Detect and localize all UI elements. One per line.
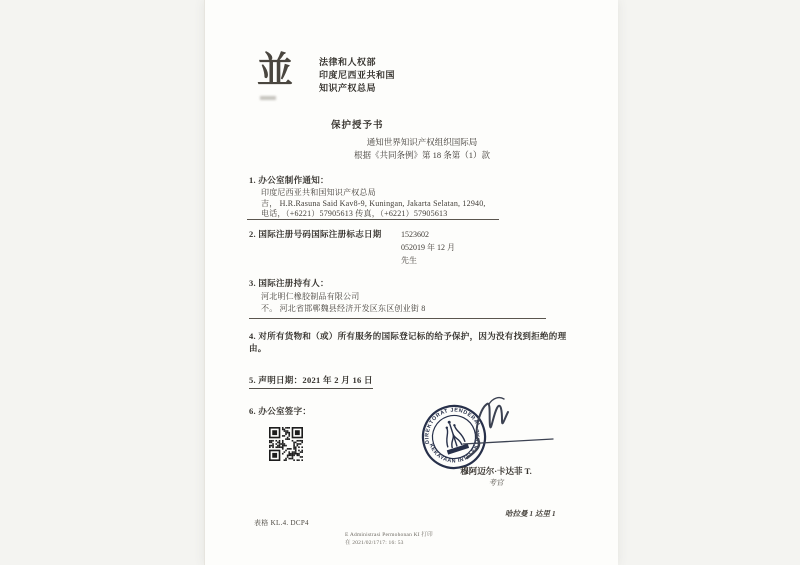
item6-heading: 6. 办公室签字： bbox=[249, 406, 312, 416]
holder-address: 不。 河北省邯郸魏县经济开发区东区创业街 8 bbox=[261, 303, 426, 313]
signer-role: 考官 bbox=[488, 478, 504, 487]
handwritten-signature bbox=[463, 398, 553, 458]
printed-at-line: 在 2021/02/1717: 16: 53 bbox=[345, 540, 404, 546]
item2-heading: 2. 国际注册号码国际注册标志日期 bbox=[249, 229, 382, 239]
printed-by-line: E Administrasi Permohonan KI 打印 bbox=[345, 532, 433, 538]
stamp-banner bbox=[447, 444, 469, 455]
agency-line: 知识产权总局 bbox=[319, 83, 377, 93]
page-number-info: 哈拉曼 1 达里 1 bbox=[505, 509, 556, 518]
registration-extra: 先生 bbox=[401, 256, 417, 265]
notice-line: 根据《共同条例》第 18 条第（1）款 bbox=[353, 150, 490, 160]
divider-line bbox=[247, 219, 499, 220]
agency-line: 法律和人权部 bbox=[319, 57, 377, 67]
item3-heading: 3. 国际注册持有人： bbox=[249, 278, 329, 288]
qr-code-image bbox=[269, 427, 303, 461]
holder-name: 河北明仁橡胶制品有限公司 bbox=[261, 292, 360, 301]
item2-values bbox=[401, 228, 455, 267]
divider-line bbox=[249, 318, 546, 319]
item1-line: 吉， H.R.Rasuna Said Kav8-9, Kuningan, Jakarta Selatan, 12940, bbox=[261, 198, 486, 208]
notice-block bbox=[257, 136, 587, 162]
registration-date: 052019 年 12 月 bbox=[401, 243, 455, 252]
stamp-emblem-icon bbox=[440, 418, 465, 449]
item1-line: 电话，（+6221）57905613 传真，（+6221）57905613 bbox=[261, 209, 448, 218]
agency-block bbox=[319, 56, 395, 95]
print-info bbox=[345, 531, 433, 547]
ministry-logo-icon: 並 bbox=[257, 50, 294, 90]
item4-text: 4. 对所有货物和（或）所有服务的国际登记标的给予保护，因为没有找到拒绝的理由。 bbox=[249, 331, 567, 353]
agency-line: 印度尼西亚共和国 bbox=[319, 70, 396, 80]
registration-number: 1523602 bbox=[401, 230, 429, 239]
signer-name: 穆阿迈尔·卡达菲 T. bbox=[460, 466, 532, 476]
item1-heading: 1. 办公室制作通知： bbox=[249, 175, 329, 185]
notice-line: 通知世界知识产权组织国际局 bbox=[366, 137, 478, 147]
stamp-arc-top-text: DIREKTORAT JENDERAL bbox=[424, 407, 482, 445]
item1-line: 印度尼西亚共和国知识产权总局 bbox=[261, 188, 376, 197]
item3-body bbox=[261, 291, 425, 314]
document-title: 保护授予书 bbox=[331, 121, 384, 131]
item5-declaration-date: 5. 声明日期：2021 年 2 月 16 日 bbox=[249, 374, 373, 389]
logo-caption-smudge bbox=[260, 96, 276, 100]
form-code: 表格 KL.4. DCP4 bbox=[254, 519, 309, 527]
document-page bbox=[204, 0, 618, 565]
item1-body bbox=[261, 188, 486, 220]
qr-code bbox=[269, 427, 303, 461]
stamp-arc-bottom-text: KEKAYAAN INTELEKTUAL bbox=[427, 428, 482, 465]
